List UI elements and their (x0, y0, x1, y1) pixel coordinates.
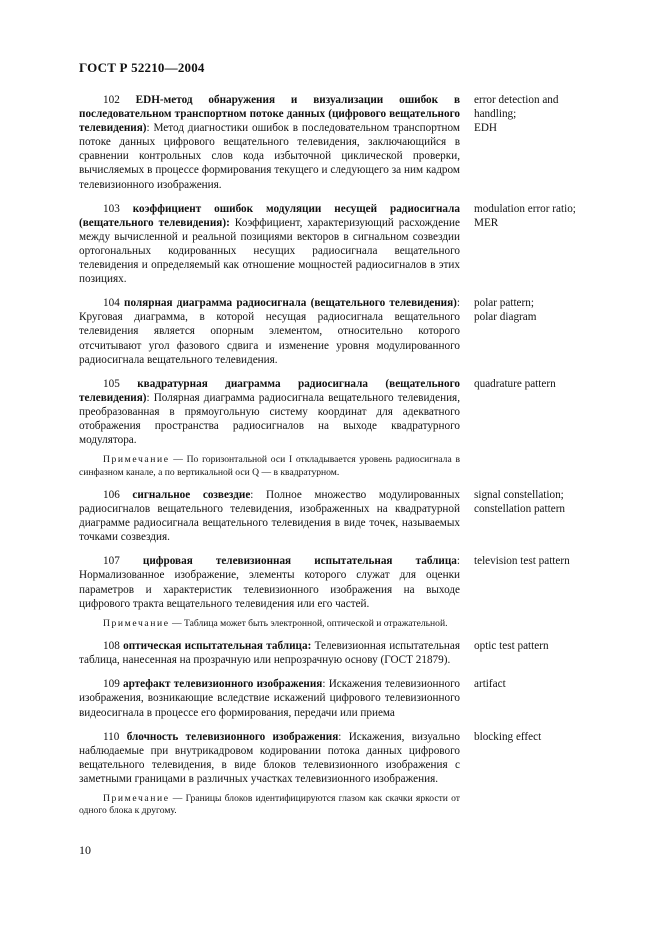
entry-definition-block (79, 639, 460, 667)
term-entries (79, 93, 599, 827)
entry-note (79, 454, 460, 479)
entry-106 (79, 488, 599, 544)
entry-number: 109 (103, 678, 120, 691)
entry-definition-block (79, 554, 460, 610)
entry-term: полярная диаграмма радиосигнала (вещательного телевидения) (124, 297, 457, 310)
entry-102 (79, 93, 599, 192)
entry-110 (79, 730, 599, 818)
note-text: — Границы блоков идентифицируются глазом как скачки яркости от одного блока к другому. (79, 792, 460, 817)
entry-number: 108 (103, 640, 120, 653)
entry-number: 104 (103, 297, 120, 310)
note-text: — Таблица может быть электронной, оптической и отражательной. (169, 617, 448, 629)
entry-english-equivalent: television test pattern (474, 555, 570, 568)
entry-number: 106 (103, 488, 120, 501)
entry-english-equivalent: signal constellation; constellation pattern (474, 488, 566, 516)
entry-number: 102 (103, 94, 120, 106)
entry-107 (79, 554, 599, 630)
document-header: ГОСТ Р 52210—2004 (79, 60, 205, 75)
entry-english-equivalent: error detection and handling; EDH (474, 94, 559, 135)
entry-row (79, 93, 599, 192)
entry-definition: : Метод диагностики ошибок в последовательном транспортном потоке данных цифрового вещательного телевидения, заключающийся в сравнении контрольных слов кода избыточной циклической проверки, вычисляемых в процессе формирования текущего и следующего за ним кадром телевизионного изображения. (79, 122, 460, 191)
entry-number: 105 (103, 377, 120, 390)
entry-english-equivalent: modulation error ratio; MER (474, 202, 576, 229)
entry-note (79, 618, 460, 630)
entry-definition-block (79, 377, 460, 447)
entry-number: 107 (103, 555, 120, 568)
entry-term: оптическая испытательная таблица: (123, 640, 312, 653)
entry-104 (79, 296, 599, 366)
entry-term: цифровая телевизионная испытательная таблица (142, 555, 457, 568)
entry-definition: : Круговая диаграмма, в которой несущая радиосигнала вещательного телевидения является опорным элементом, относительно которого отсчитывают угол фазового сдвига и изменение уровня модулированного радиосигнала вещательного телевидения. (79, 297, 460, 366)
entry-row (79, 377, 599, 447)
entry-row (79, 488, 599, 544)
entry-term: блочность телевизионного изображения (126, 730, 339, 743)
entry-105 (79, 377, 599, 479)
entry-definition-block (79, 202, 460, 287)
entry-103 (79, 202, 599, 287)
entry-english-equivalent: polar pattern; polar diagram (474, 297, 537, 324)
entry-definition-block (79, 296, 460, 366)
entry-definition: : Полярная диаграмма радиосигнала вещательного телевидения, преобразованная в прямоугольную систему координат для адекватного отображения пространства радиосигналов на выходе квадратурного модулятора. (79, 391, 460, 447)
entry-term: EDH-метод обнаружения и визуализации ошибок в последовательном транспортном потоке данных (цифрового вещательного телевидения) (79, 94, 461, 135)
entry-number: 103 (103, 202, 120, 215)
entry-definition-block (79, 677, 460, 719)
entry-number: 110 (103, 730, 120, 743)
entry-definition-block (79, 730, 460, 786)
entry-definition: Коэффициент, характеризующий расхождение между вычисленной и реальной позициями векторов в сигнальном созвездии ортогональных кодированных несущих радиосигнала вещательного телевидения и определяемый как отношение мощностей радиосигналов в этих позициях. (79, 216, 460, 286)
entry-row (79, 554, 599, 610)
note-label: Примечание (103, 792, 170, 804)
note-label: Примечание (103, 454, 170, 466)
page-number: 10 (79, 843, 91, 857)
entry-row (79, 677, 599, 719)
entry-row (79, 639, 599, 667)
entry-definition: : Нормализованное изображение, элементы которого служат для оценки параметров и характеристик телевизионного изображения на выходе цифрового тракта вещательного телевидения или его частей. (79, 555, 461, 610)
entry-note (79, 793, 460, 818)
entry-definition: : Искажения, визуально наблюдаемые при внутрикадровом кодировании потока данных цифрового вещательного телевидения, в виде блоков телевизионного изображения с заметными границами в различных участках телевизионного изображения. (79, 730, 460, 785)
entry-english-equivalent: blocking effect (474, 730, 542, 743)
entry-definition: Телевизионная испытательная таблица, нанесенная на прозрачную или непрозрачную основу (ГОСТ 21879). (79, 640, 460, 667)
entry-definition: : Искажения телевизионного изображения, возникающие вследствие искажений цифрового телевизионного видеосигнала в процессе его формирования, передачи или приема (79, 678, 461, 719)
entry-row (79, 296, 599, 366)
entry-term: квадратурная диаграмма радиосигнала (вещательного телевидения) (79, 377, 460, 404)
entry-term: коэффициент ошибок модуляции несущей радиосигнала (вещательного телевидения): (79, 202, 460, 229)
note-label: Примечание (103, 617, 170, 629)
entry-english-equivalent: quadrature pattern (474, 377, 556, 390)
note-text: — По горизонтальной оси I откладывается уровень радиосигнала в синфазном канале, а по вертикальной оси Q — в квадратурном. (79, 454, 460, 478)
entry-term: сигнальное созвездие (132, 488, 251, 501)
entry-english-equivalent: artifact (474, 678, 506, 691)
entry-row (79, 730, 599, 786)
entry-definition-block (79, 93, 460, 192)
entry-108 (79, 639, 599, 667)
entry-109 (79, 677, 599, 719)
entry-english-equivalent: optic test pattern (474, 640, 549, 653)
entry-definition: : Полное множество модулированных радиосигналов вещательного телевидения, изображенных на квадратурной диаграмме радиосигнала вещательного телевидения в виде точек, называемых точками созвездия. (79, 488, 460, 544)
entry-definition-block (79, 488, 460, 544)
entry-term: артефакт телевизионного изображения (123, 678, 323, 691)
entry-row (79, 202, 599, 287)
